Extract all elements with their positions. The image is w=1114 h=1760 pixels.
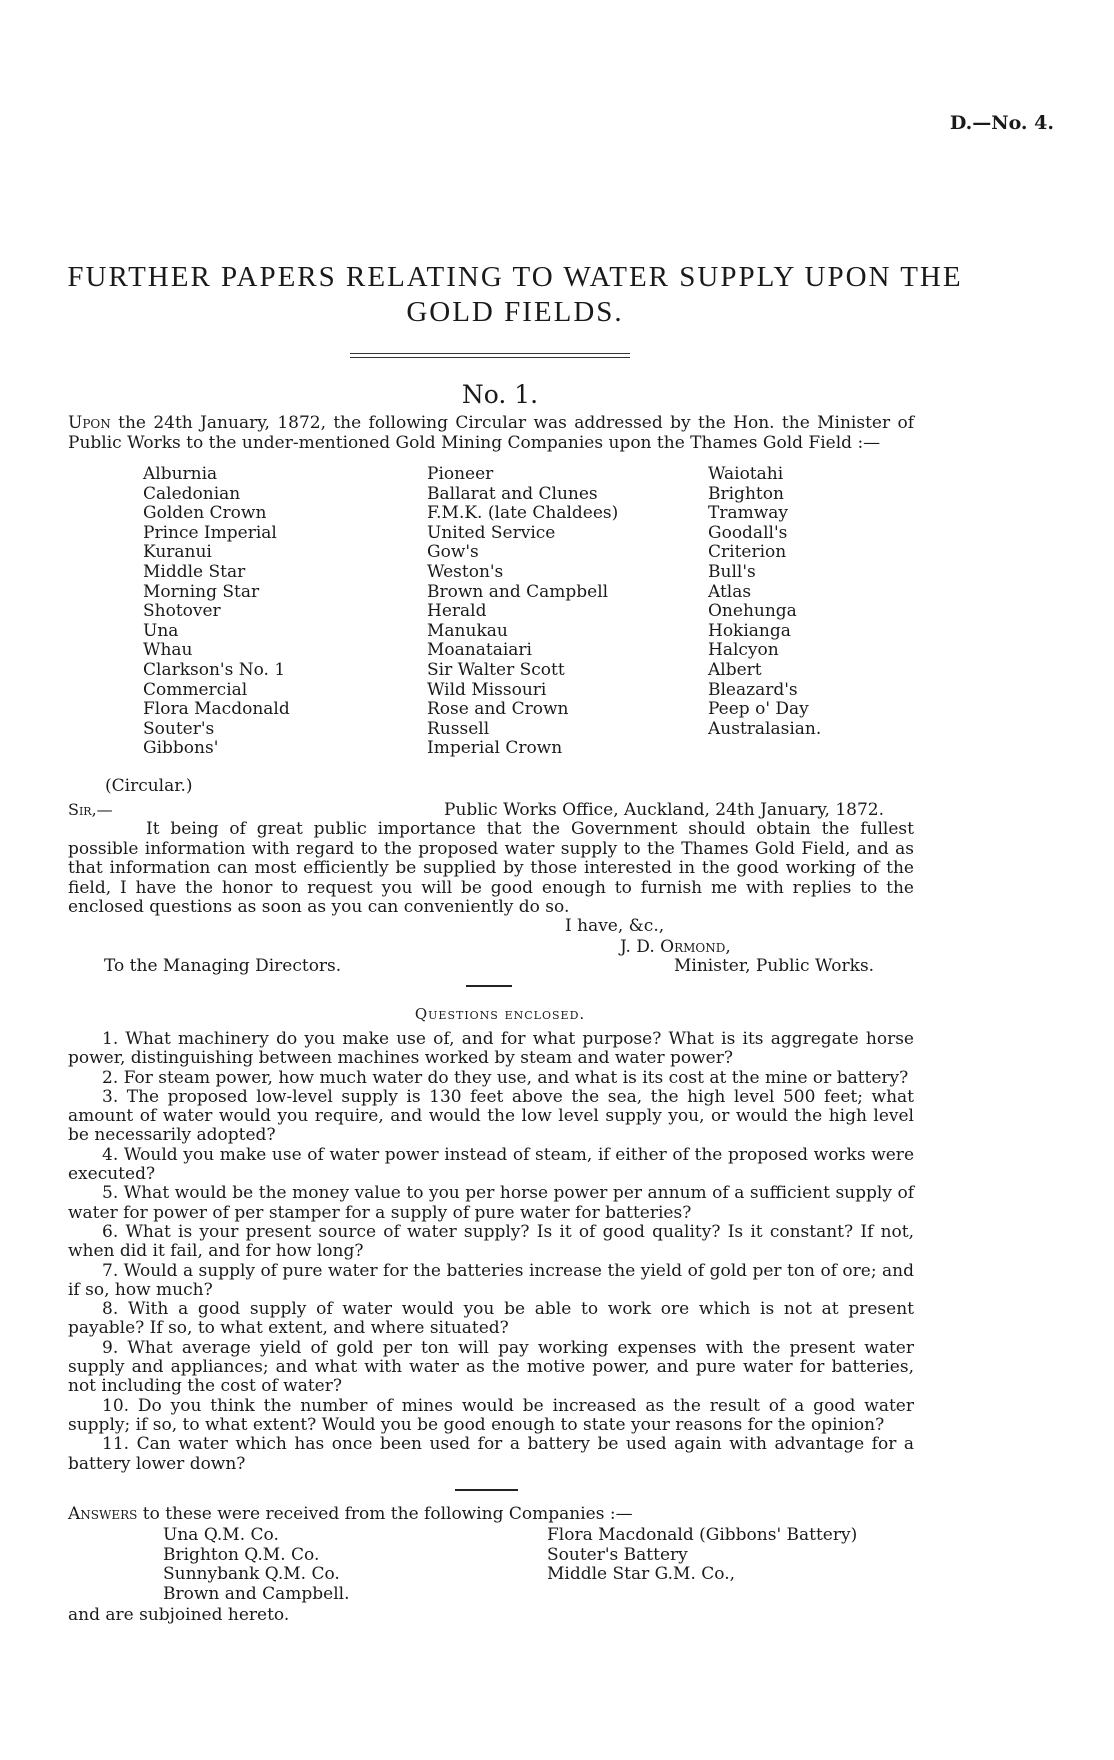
salutation: Sir,— bbox=[68, 800, 113, 819]
answers-column-2 bbox=[547, 1526, 857, 1585]
answers-lead-word: Answers bbox=[68, 1504, 138, 1524]
dateline: Public Works Office, Auckland, 24th January, 1872. bbox=[444, 800, 885, 820]
company-name: Imperial Crown bbox=[427, 738, 563, 759]
company-name: Albert bbox=[708, 659, 762, 680]
company-name: Una bbox=[143, 620, 179, 641]
document-title: FURTHER PAPERS RELATING TO WATER SUPPLY UPON THE GOLD FIELDS. bbox=[67, 261, 963, 328]
company-name: Kuranui bbox=[143, 542, 212, 563]
company-name: Flora Macdonald bbox=[143, 699, 290, 720]
section-number: No. 1. bbox=[461, 380, 539, 409]
company-name: F.M.K. (late Chaldees) bbox=[427, 503, 619, 524]
company-name: Clarkson's No. 1 bbox=[143, 659, 286, 680]
question-item: 1. What machinery do you make use of, and for what purpose? What is its aggregate horse power, distinguishing between machines worked by steam and water power? bbox=[68, 1029, 914, 1069]
document-reference: D.—No. 4. bbox=[949, 112, 1054, 134]
question-item: 9. What average yield of gold per ton will pay working expenses with the present water supply and appliances; and what with water as the motive power, and pure water for batteries, not including the cost of water? bbox=[68, 1337, 914, 1397]
answering-company: Sunnybank Q.M. Co. bbox=[163, 1564, 340, 1584]
company-name: Souter's bbox=[143, 718, 215, 739]
answers-intro-text: to these were received from the following Companies :— bbox=[137, 1504, 633, 1524]
section-divider bbox=[455, 1489, 518, 1491]
answers-closing: and are subjoined hereto. bbox=[68, 1605, 290, 1625]
company-name: Ballarat and Clunes bbox=[427, 483, 598, 504]
company-name: Moanataiari bbox=[427, 640, 532, 661]
company-name: Peep o' Day bbox=[708, 699, 809, 720]
companies-column-1 bbox=[143, 465, 290, 759]
company-name: Australasian. bbox=[708, 718, 822, 739]
answering-company: Flora Macdonald (Gibbons' Battery) bbox=[547, 1525, 858, 1545]
company-name: Weston's bbox=[427, 561, 504, 582]
answering-company: Una Q.M. Co. bbox=[163, 1525, 279, 1545]
signature-name: J. D. Ormond, bbox=[620, 937, 731, 957]
company-name: Commercial bbox=[143, 679, 248, 700]
company-name: Prince Imperial bbox=[143, 522, 277, 543]
question-item: 10. Do you think the number of mines would be increased as the result of a good water supply; if so, to what extent? Would you be good enough to state your reasons for the opinion? bbox=[68, 1395, 914, 1435]
question-item: 11. Can water which has once been used for a battery be used again with advantage for a battery lower down? bbox=[68, 1434, 914, 1474]
company-name: Pioneer bbox=[427, 464, 494, 484]
company-name: Rose and Crown bbox=[427, 699, 569, 720]
intro-paragraph bbox=[68, 413, 914, 453]
company-name: Onehunga bbox=[708, 601, 797, 622]
company-name: Hokianga bbox=[708, 620, 791, 641]
answering-company: Middle Star G.M. Co., bbox=[547, 1564, 735, 1584]
company-name: Brown and Campbell bbox=[427, 581, 609, 602]
answers-column-1 bbox=[163, 1526, 350, 1604]
company-name: Atlas bbox=[708, 581, 752, 602]
company-name: Whau bbox=[143, 640, 193, 661]
section-divider bbox=[466, 985, 512, 987]
company-name: Halcyon bbox=[708, 640, 779, 661]
questions-list bbox=[68, 1030, 914, 1474]
question-item: 8. With a good supply of water would you be able to work ore which is not at present payable? If so, to what extent, and where situated? bbox=[68, 1299, 914, 1339]
company-name: Morning Star bbox=[143, 581, 260, 602]
question-item: 2. For steam power, how much water do they use, and what is its cost at the mine or battery? bbox=[102, 1067, 909, 1088]
company-name: Golden Crown bbox=[143, 503, 267, 524]
signature-title: Minister, Public Works. bbox=[674, 956, 875, 976]
question-item: 5. What would be the money value to you per horse power per annum of a sufficient supply of water for power of per stamper for a supply of pure water for batteries? bbox=[68, 1183, 914, 1223]
company-name: Criterion bbox=[708, 542, 787, 563]
questions-heading: Questions enclosed. bbox=[414, 1005, 586, 1023]
companies-column-2 bbox=[427, 465, 618, 759]
title-divider bbox=[350, 353, 630, 358]
company-name: Gow's bbox=[427, 542, 479, 563]
company-name: Wild Missouri bbox=[427, 679, 547, 700]
answers-intro bbox=[68, 1504, 633, 1524]
company-name: Goodall's bbox=[708, 522, 788, 543]
company-name: Waiotahi bbox=[708, 464, 784, 484]
company-name: United Service bbox=[427, 522, 556, 543]
circular-label: (Circular.) bbox=[105, 776, 193, 796]
company-name: Russell bbox=[427, 718, 490, 739]
closing: I have, &c., bbox=[565, 916, 665, 936]
company-name: Caledonian bbox=[143, 483, 241, 504]
answering-company: Brown and Campbell. bbox=[163, 1583, 350, 1604]
company-name: Gibbons' bbox=[143, 738, 219, 759]
intro-text: the 24th January, 1872, the following Circular was addressed by the Hon. the Minister of Public Works to the under-mentioned Gold Mining Companies upon the Thames Gold Field :— bbox=[68, 413, 914, 453]
answering-company: Souter's Battery bbox=[547, 1544, 688, 1565]
company-name: Brighton bbox=[708, 483, 784, 504]
company-name: Middle Star bbox=[143, 561, 246, 582]
company-name: Alburnia bbox=[143, 464, 218, 484]
question-item: 4. Would you make use of water power instead of steam, if either of the proposed works were executed? bbox=[68, 1144, 914, 1185]
company-name: Manukau bbox=[427, 620, 508, 641]
company-name: Sir Walter Scott bbox=[427, 659, 565, 680]
letter-body: It being of great public importance that the Government should obtain the fullest possible information with regard to the proposed water supply to the Thames Gold Field, and as that information can most efficiently be supplied by those interested in the good working of the field, I have the honor to request you will be good enough to furnish me with replies to the enclosed questions as soon as you can conveniently do so. bbox=[68, 819, 914, 917]
company-name: Herald bbox=[427, 601, 487, 622]
company-name: Bull's bbox=[708, 561, 756, 582]
company-name: Bleazard's bbox=[708, 679, 798, 700]
intro-lead-word: Upon bbox=[68, 413, 111, 433]
company-name: Shotover bbox=[143, 601, 221, 622]
company-name: Tramway bbox=[708, 503, 789, 524]
question-item: 7. Would a supply of pure water for the batteries increase the yield of gold per ton of ore; and if so, how much? bbox=[68, 1260, 914, 1300]
addressee: To the Managing Directors. bbox=[104, 956, 342, 976]
answering-company: Brighton Q.M. Co. bbox=[163, 1544, 320, 1565]
companies-column-3 bbox=[708, 465, 821, 739]
question-item: 3. The proposed low-level supply is 130 feet above the sea, the high level 500 feet; what amount of water would you require, and would the low level supply you, or would the high level be necessarily adopted? bbox=[68, 1086, 914, 1146]
question-item: 6. What is your present source of water supply? Is it of good quality? Is it constant? If not, when did it fail, and for how long? bbox=[68, 1221, 914, 1262]
